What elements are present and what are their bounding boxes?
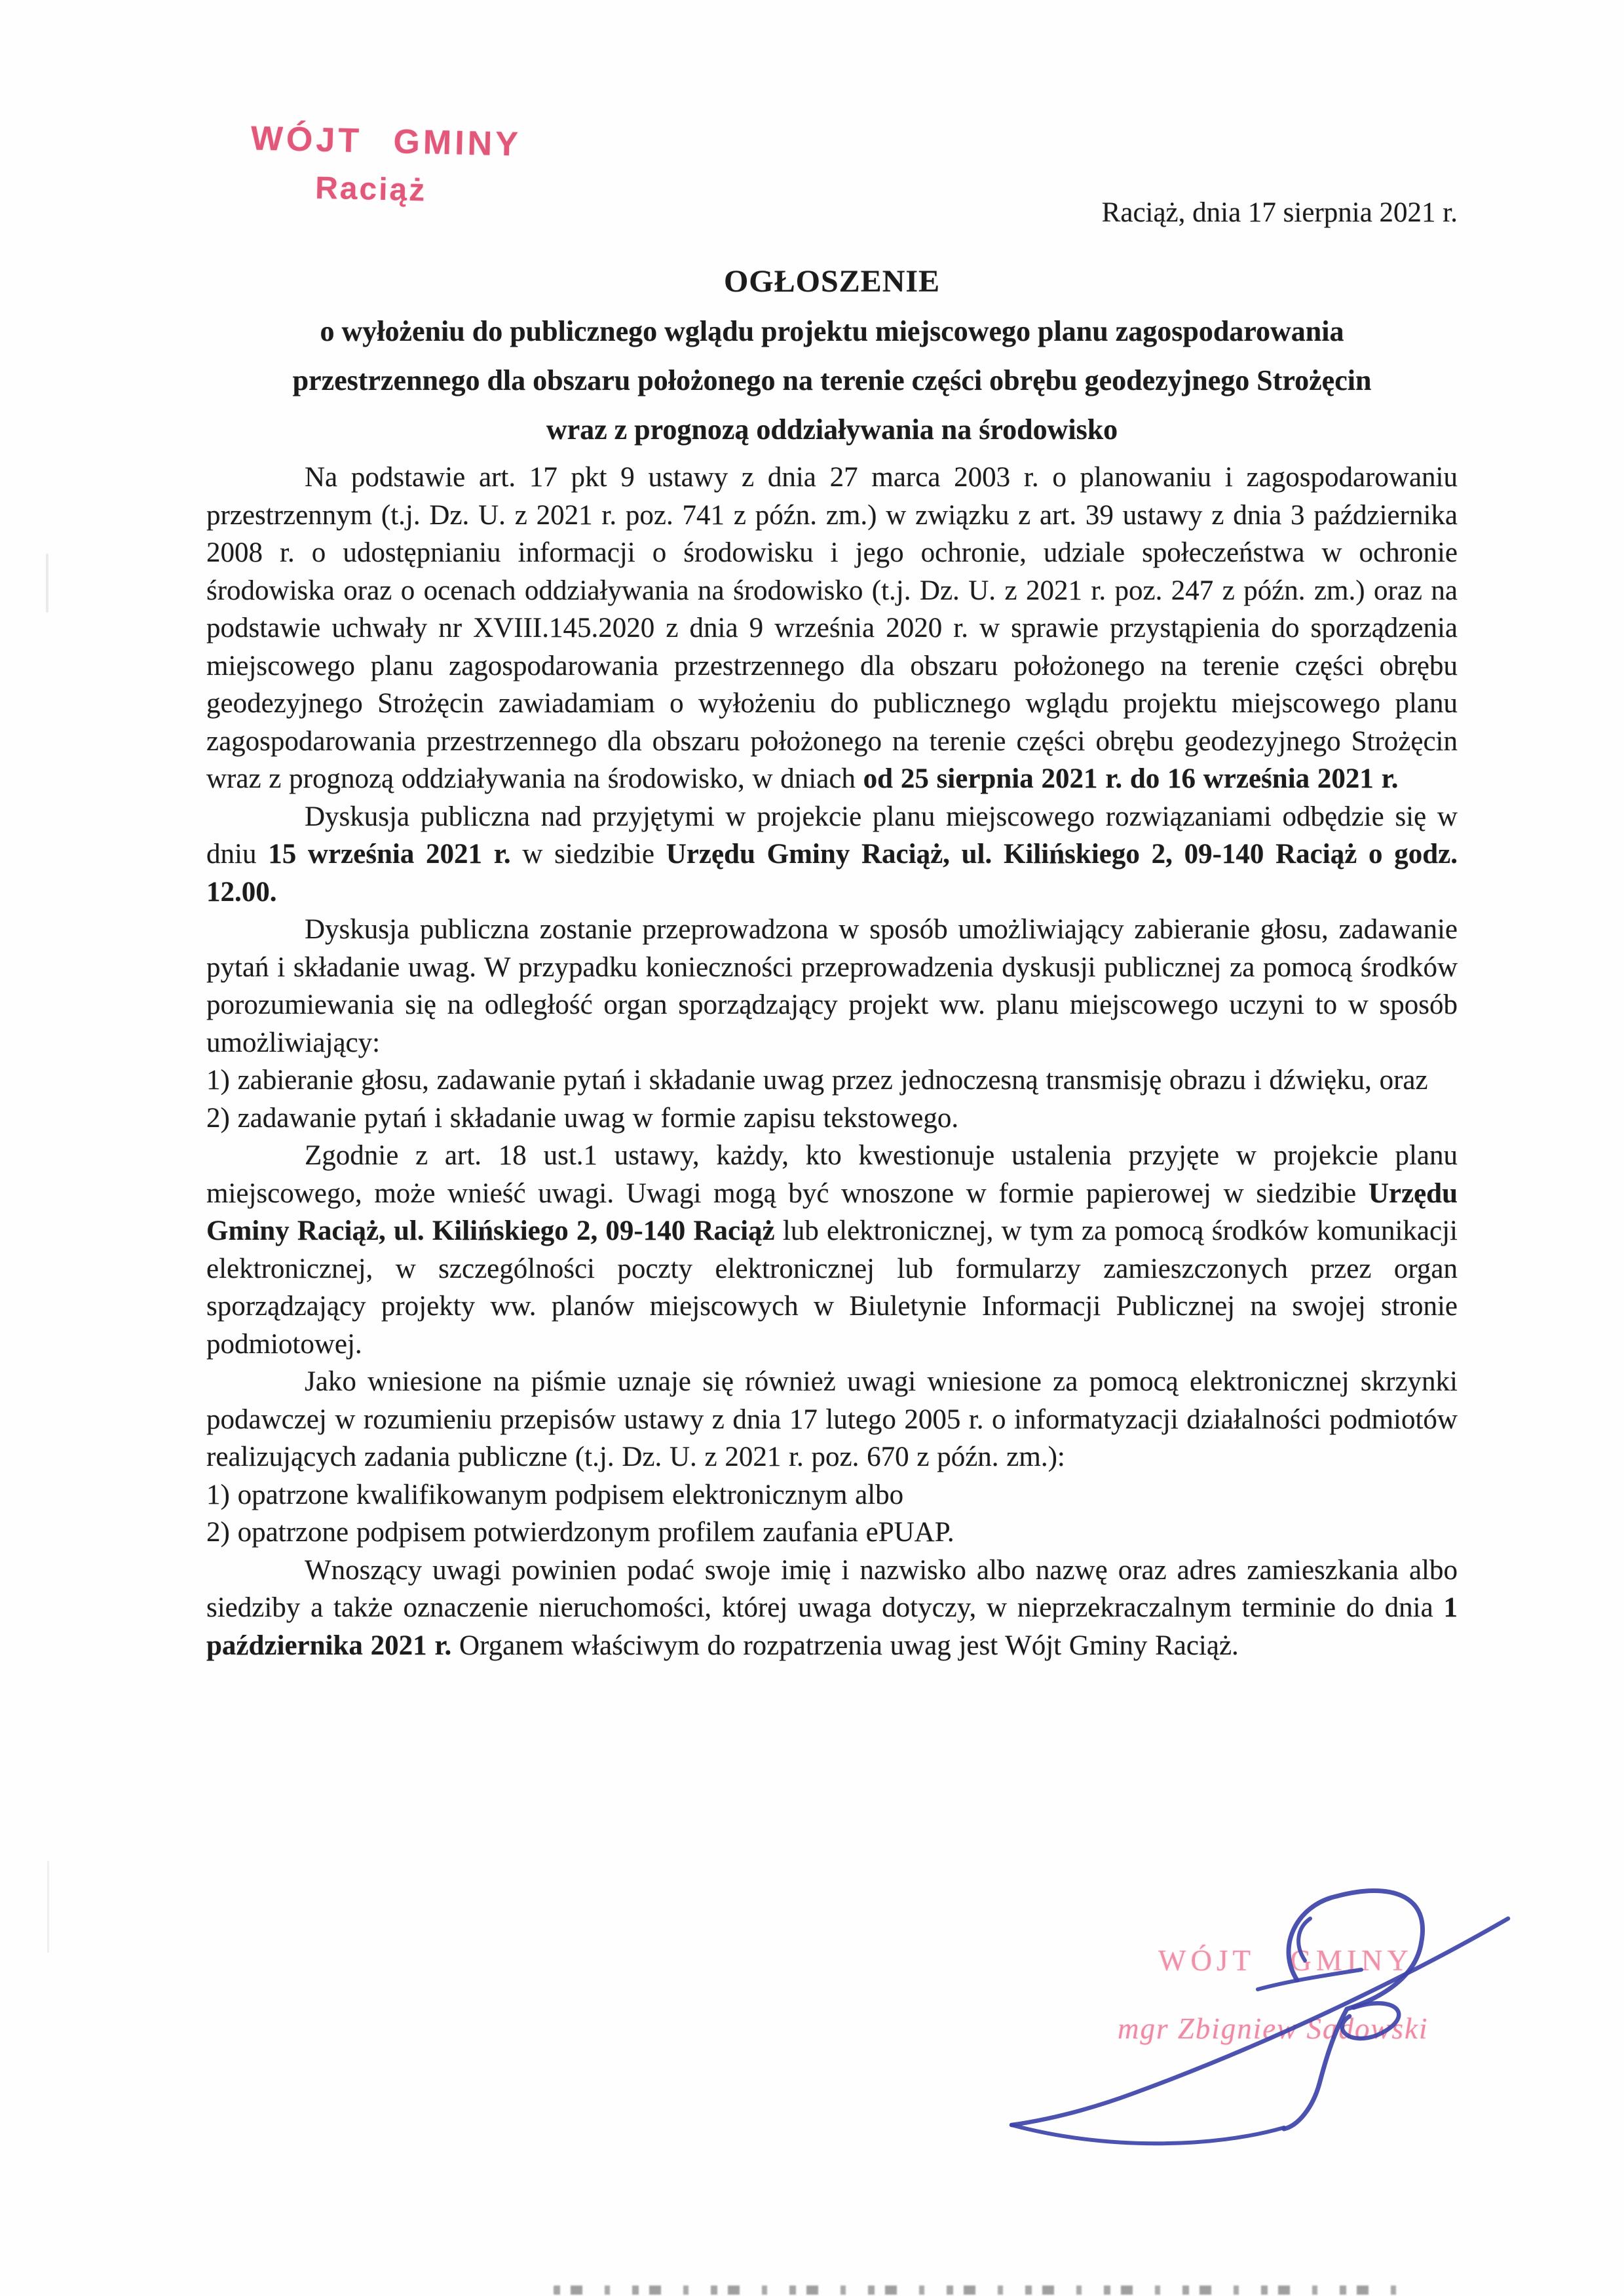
paragraph <box>206 1363 1458 1476</box>
signature-stamp-title: WÓJT GMINY <box>1158 1944 1413 1977</box>
paragraph <box>206 1062 1458 1100</box>
scan-artifact-left-2 <box>47 1861 49 1953</box>
office-stamp-line2: Raciąż <box>314 170 427 208</box>
paragraph-segment: 2) opatrzone podpisem potwierdzonym profilem zaufania ePUAP. <box>206 1517 954 1548</box>
document-subtitle <box>206 307 1458 454</box>
paragraph-segment: Na podstawie art. 17 pkt 9 ustawy z dnia 27 marca 2003 r. o planowaniu i zagospodarowaniu przestrzennym (t.j. Dz. U. z 2021 r. poz. 741 z późn. zm.) w związku z art. 39 ustawy z dnia 3 października 2008 r. o udostępnianiu informacji o środowisku i jego ochronie, udziale społeczeństwa w ochronie środowiska oraz o ocenach oddziaływania na środowisko (t.j. Dz. U. z 2021 r. poz. 247 z późn. zm.) oraz na podstawie uchwały nr XVIII.145.2020 z dnia 9 września 2020 r. w sprawie przystąpienia do sporządzenia miejscowego planu zagospodarowania przestrzennego dla obszaru położonego na terenie części obrębu geodezyjnego Strożęcin zawiadamiam o wyłożeniu do publicznego wglądu projektu miejscowego planu zagospodarowania przestrzennego dla obszaru położonego na terenie części obrębu geodezyjnego Strożęcin wraz z prognozą oddziaływania na środowisko, w dniach <box>206 462 1458 794</box>
signature-ink-svg <box>970 1867 1559 2162</box>
scan-artifact-bottom <box>554 2286 1412 2295</box>
paragraph-bold-segment: Urzędu Gminy Raciąż, ul. Kilińskiego 2, 09-140 Raciąż o godz. 12.00. <box>206 839 1458 908</box>
paragraph-segment: Zgodnie z art. 18 ust.1 ustawy, każdy, kto kwestionuje ustalenia przyjęte w projekcie planu miejscowego, może wnieść uwagi. Uwagi mogą być wnoszone w formie papierowej w siedzibie <box>206 1140 1458 1209</box>
paragraph <box>206 459 1458 798</box>
date-line: Raciąż, dnia 17 sierpnia 2021 r. <box>1101 197 1458 228</box>
paragraph-bold-segment: od 25 sierpnia 2021 r. do 16 września 2021 r. <box>863 763 1399 794</box>
paragraph-segment: Dyskusja publiczna nad przyjętymi w projekcie planu miejscowego rozwiązaniami odbędzie się w dniu <box>206 801 1458 870</box>
page-title: OGŁOSZENIE <box>723 264 941 299</box>
paragraph-segment: lub elektronicznej, w tym za pomocą środków komunikacji elektronicznej, w szczególności poczty elektronicznej lub formularzy zamieszczonych przez organ sporządzający projekty ww. planów miejscowych w Biuletynie Informacji Publicznej na swojej stronie podmiotowej. <box>206 1215 1458 1360</box>
paragraph-bold-segment: 1 października 2021 r. <box>206 1592 1458 1661</box>
scan-artifact-left-1 <box>46 554 48 613</box>
subtitle-line: o wyłożeniu do publicznego wglądu projektu miejscowego planu zagospodarowania <box>320 315 1344 347</box>
paragraph <box>206 1552 1458 1665</box>
paragraph-segment: 1) zabieranie głosu, zadawanie pytań i składanie uwag przez jednoczesną transmisję obrazu i dźwięku, oraz <box>206 1065 1428 1096</box>
office-stamp-line1: WÓJT GMINY <box>250 119 522 164</box>
subtitle-line: przestrzennego dla obszaru położonego na terenie części obrębu geodezyjnego Strożęcin <box>292 364 1372 396</box>
paragraph <box>206 798 1458 911</box>
paragraph-segment: Jako wniesione na piśmie uznaje się również uwagi wniesione za pomocą elektronicznej skrzynki podawczej w rozumieniu przepisów ustawy z dnia 17 lutego 2005 r. o informatyzacji działalności podmiotów realizujących zadania publiczne (t.j. Dz. U. z 2021 r. poz. 670 z późn. zm.): <box>206 1366 1458 1472</box>
paragraph-segment: 1) opatrzone kwalifikowanym podpisem elektronicznym albo <box>206 1479 904 1510</box>
signature-stamp-name: mgr Zbigniew Sadowski <box>1118 2012 1429 2045</box>
paragraph <box>206 1100 1458 1138</box>
paragraph-bold-segment: Urzędu Gminy Raciąż, ul. Kilińskiego 2, 09-140 Raciąż <box>206 1177 1458 1246</box>
paragraph-segment: 2) zadawanie pytań i składanie uwag w formie zapisu tekstowego. <box>206 1102 959 1134</box>
subtitle-line: wraz z prognozą oddziaływania na środowisko <box>546 413 1118 446</box>
document-paragraphs <box>206 459 1458 1664</box>
paragraph-bold-segment: 15 września 2021 r. <box>268 839 511 870</box>
handwritten-signature-icon <box>970 1867 1559 2162</box>
paragraph <box>206 911 1458 1062</box>
paragraph-segment: Organem właściwym do rozpatrzenia uwag jest Wójt Gminy Raciąż. <box>451 1630 1239 1661</box>
paragraph <box>206 1476 1458 1514</box>
paragraph <box>206 1514 1458 1552</box>
paragraph <box>206 1137 1458 1363</box>
paragraph-segment: Wnoszący uwagi powinien podać swoje imię i nazwisko albo nazwę oraz adres zamieszkania albo siedziby a także oznaczenie nieruchomości, której uwaga dotyczy, w nieprzekraczalnym terminie do dnia <box>206 1554 1458 1623</box>
paragraph-segment: Dyskusja publiczna zostanie przeprowadzona w sposób umożliwiający zabieranie głosu, zadawanie pytań i składanie uwag. W przypadku konieczności przeprowadzenia dyskusji publicznej za pomocą środków porozumiewania się na odległość organ sporządzający projekt ww. planu miejscowego uczyni to w sposób umożliwiający: <box>206 914 1458 1058</box>
paragraph-segment: w siedzibie <box>510 839 666 870</box>
